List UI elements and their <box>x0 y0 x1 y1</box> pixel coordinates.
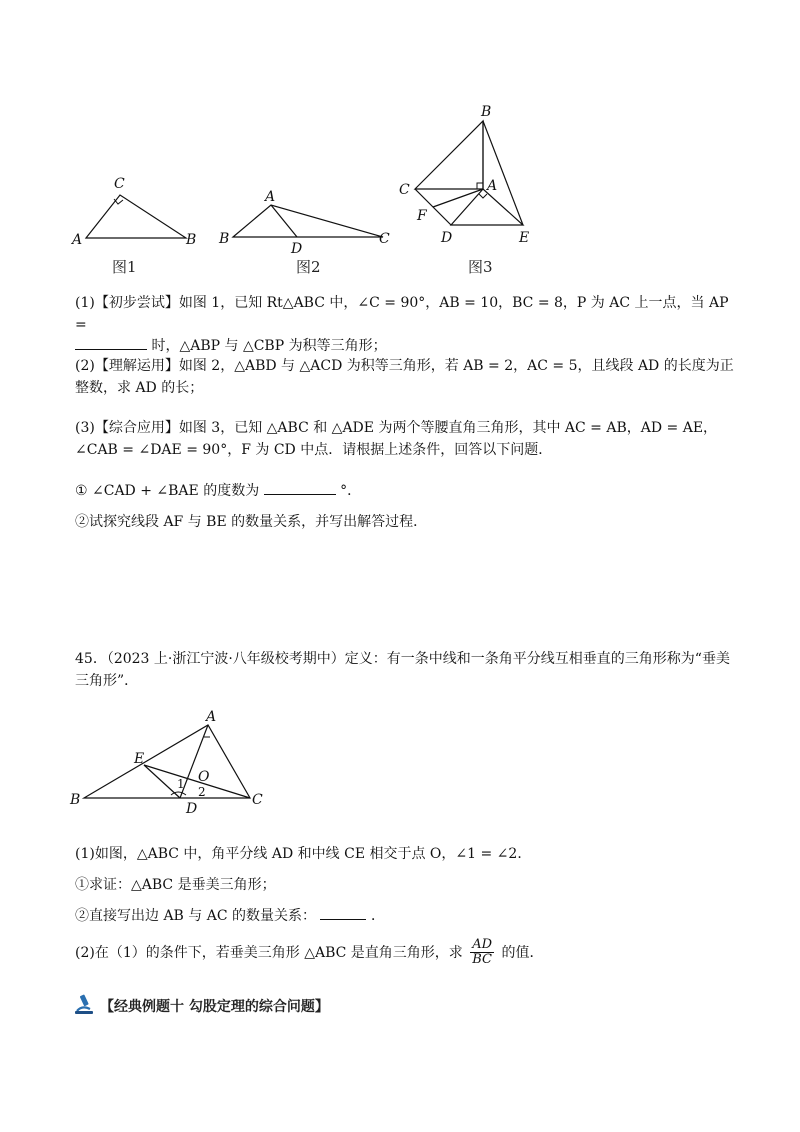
fraction-ad-over-bc <box>470 938 494 968</box>
fig4-point-O: O <box>198 769 210 785</box>
fig3-point-A: A <box>487 178 498 194</box>
q45-part1-sub1: ①求证：△ABC 是垂美三角形； <box>75 877 276 893</box>
q45-part2 <box>75 938 735 968</box>
q45-part1: (1)如图，△ABC 中，角平分线 AD 和中线 CE 相交于点 O，∠1 = ∠2． <box>75 846 532 862</box>
fig2-caption: 图2 <box>296 258 321 276</box>
fig1-point-A: A <box>72 232 83 248</box>
fig4-point-C: C <box>252 792 263 808</box>
fig2-point-C: C <box>379 231 390 247</box>
q45-answer-blank[interactable] <box>320 919 366 920</box>
fig1-point-C: C <box>114 176 125 192</box>
q44-part2: (2)【理解运用】如图 2，△ABD 与 △ACD 为积等三角形，若 AB = 2，AC = 5，且线段 AD 的长度为正整数，求 AD 的长； <box>75 358 734 396</box>
q44-part1 <box>75 293 735 358</box>
q44-part3-sub1-text-a: ① ∠CAD + ∠BAE 的度数为 <box>75 483 260 499</box>
figure-3 <box>395 100 545 250</box>
q44-part1-text-b: 时，△ABP 与 △CBP 为积等三角形； <box>151 338 387 355</box>
fig3-point-E: E <box>519 230 530 246</box>
fig4-point-E: E <box>134 751 145 767</box>
fig4-point-D: D <box>186 801 198 817</box>
fig4-point-A: A <box>206 709 217 725</box>
fig4-angle-1: 1 <box>177 777 185 791</box>
fraction-denominator: BC <box>472 952 493 968</box>
q44-answer-blank-2[interactable] <box>264 494 336 495</box>
microscope-icon <box>72 993 96 1019</box>
fig3-caption: 图3 <box>468 258 493 276</box>
q44-part1-text-a: (1)【初步尝试】如图 1，已知 Rt△ABC 中，∠C = 90°，AB = 10，BC = 8，P 为 AC 上一点，当 AP = <box>75 295 729 333</box>
figure-4 <box>60 705 280 820</box>
q45-part1-sub2-text-a: ②直接写出边 AB 与 AC 的数量关系： <box>75 908 317 924</box>
figure-2 <box>215 185 400 260</box>
figure-1 <box>60 170 210 270</box>
q45-part1-sub2 <box>75 906 735 928</box>
q44-part3-sub1-text-b: °． <box>340 483 362 499</box>
fig3-point-C: C <box>399 182 410 198</box>
section-heading <box>72 993 329 1019</box>
q44-part3-sub2: ②试探究线段 AF 与 BE 的数量关系，并写出解答过程． <box>75 514 428 530</box>
fig4-angle-2: 2 <box>198 785 206 799</box>
q44-part3: (3)【综合应用】如图 3，已知 △ABC 和 △ADE 为两个等腰直角三角形，其中 AC = AB，AD = AE，∠CAB = ∠DAE = 90°，F 为 CD 中点．请根据上述条件，回答以下问题． <box>75 420 718 458</box>
fig3-point-D: D <box>441 230 453 246</box>
section-title: 【经典例题十 勾股定理的综合问题】 <box>100 999 329 1015</box>
fig1-point-B: B <box>186 232 197 248</box>
fig2-point-B: B <box>219 231 230 247</box>
fig4-point-B: B <box>70 792 81 808</box>
q45-part2-text-b: 的值． <box>501 944 544 961</box>
fig1-caption: 图1 <box>112 258 137 276</box>
fig3-point-B: B <box>481 104 492 120</box>
q45-part1-sub2-text-b: ． <box>370 908 385 924</box>
fig3-point-F: F <box>417 208 427 224</box>
q44-answer-blank-1[interactable] <box>75 349 147 350</box>
fraction-numerator: AD <box>472 937 493 952</box>
q45-part2-text-a: (2)在（1）的条件下，若垂美三角形 △ABC 是直角三角形，求 <box>75 944 463 961</box>
fig2-point-D: D <box>291 241 303 257</box>
q44-part3-sub1 <box>75 481 735 503</box>
q45-intro: 45．（2023 上·浙江宁波·八年级校考期中）定义：有一条中线和一条角平分线互相垂直的三角形称为“垂美三角形”． <box>75 651 730 689</box>
fig2-point-A: A <box>265 189 276 205</box>
